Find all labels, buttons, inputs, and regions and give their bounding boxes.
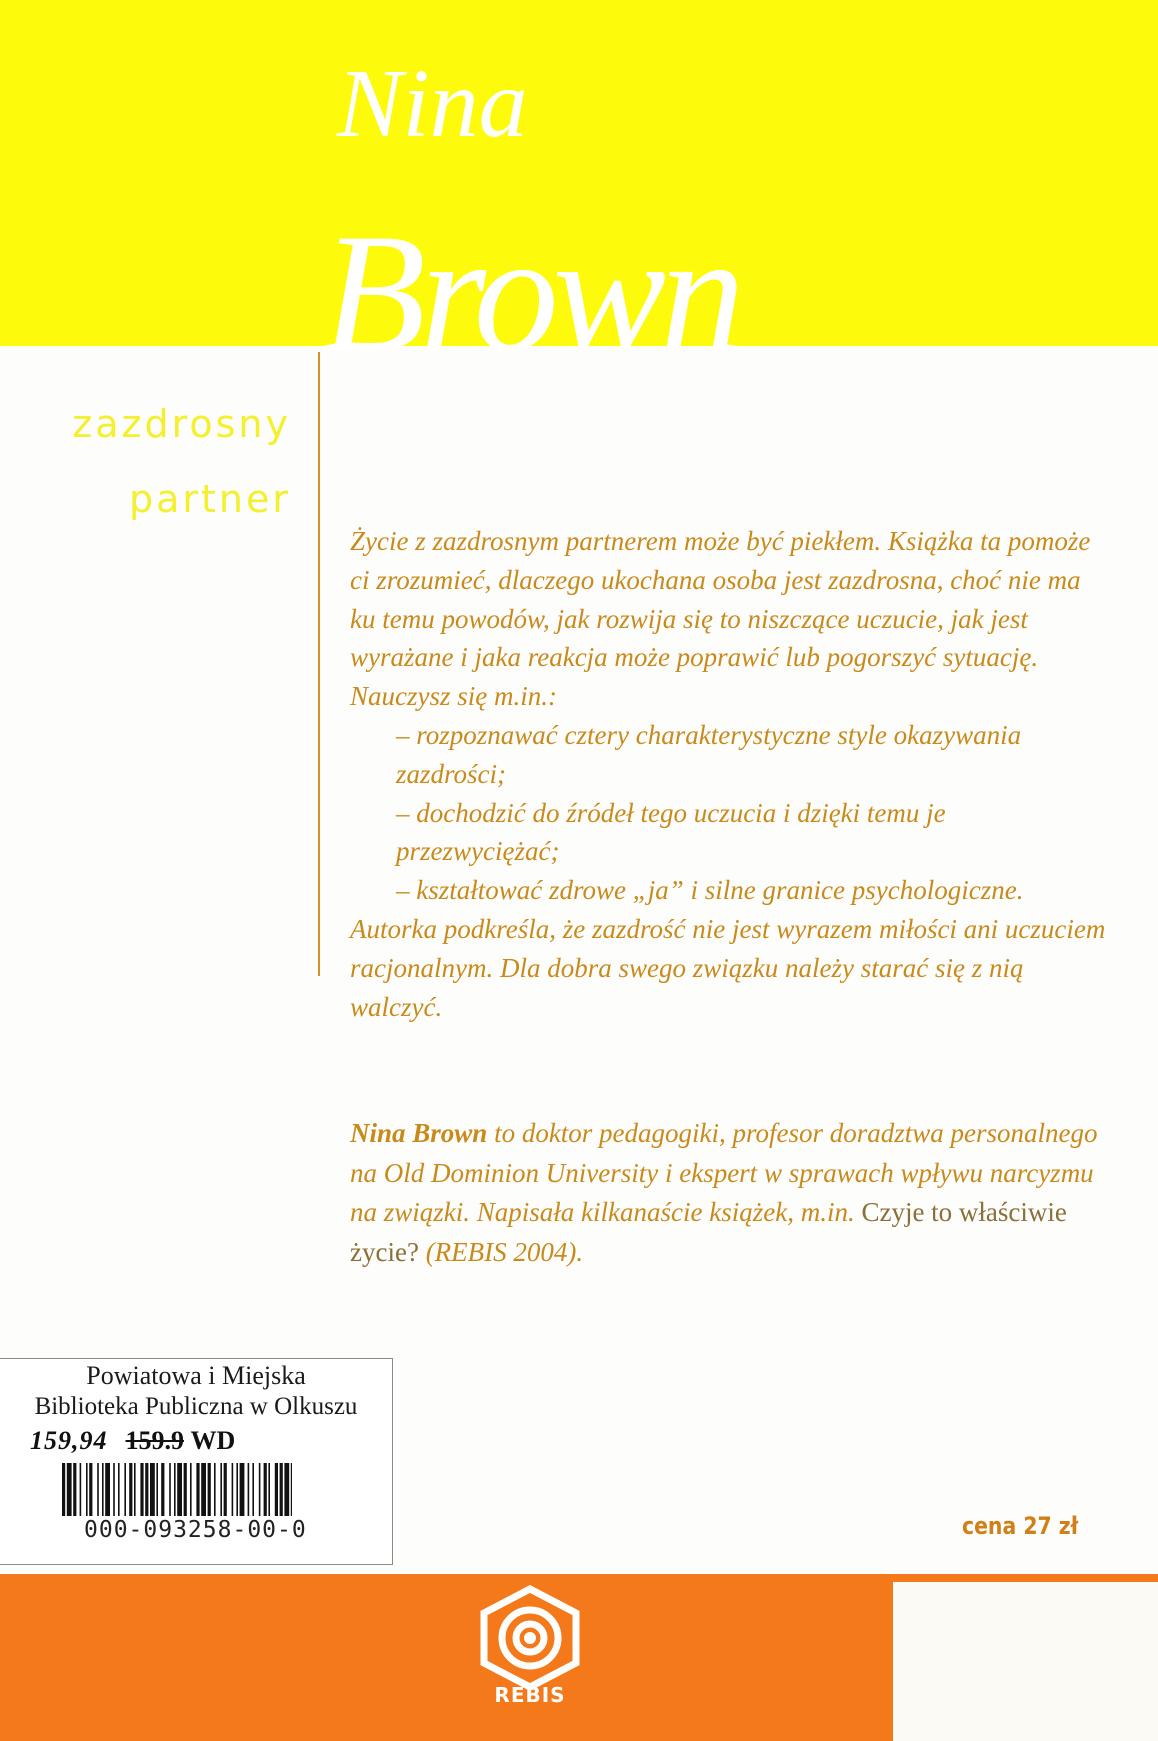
bio-author-name: Nina Brown — [350, 1118, 488, 1148]
blurb-intro: Nauczysz się m.in.: — [350, 681, 557, 712]
author-first-name: Nina — [337, 50, 528, 158]
library-call-number — [30, 1426, 235, 1456]
bio-text: to doktor pedagogiki, profesor doradztwa personalnego na Old Dominion University i ekspert w sprawach wpływu narcyzmu na związki. Napisała kilkanaście książek, m.in. — [350, 1118, 1098, 1228]
blurb-closing: Autorka podkreśla, że zazdrość nie jest wyrazem miłości ani uczuciem racjonalnym. Dla dobra swego związku należy starać się z nią walczyć. — [350, 913, 1106, 1022]
publisher-logo-text: REBIS — [494, 1683, 566, 1707]
blurb-list-item: – dochodzić do źródeł tego uczucia i dzięki temu je przezwyciężać; — [396, 797, 946, 867]
price-sticker-area — [893, 1582, 1158, 1741]
printed-code: 159.9 — [125, 1426, 184, 1455]
library-name-line2: Biblioteka Publiczna w Olkuszu — [34, 1393, 358, 1420]
vertical-divider — [318, 352, 320, 976]
call-number-suffix: WD — [190, 1426, 236, 1455]
blurb-paragraph: Życie z zazdrosnym partnerem może być piekłem. Książka ta pomoże ci zrozumieć, dlaczego ukochana osoba jest zazdrosna, choć nie ma ku temu powodów, jak rozwija się to niszczące uczucie, jak jest wyrażane i jaka reakcja może poprawić lub pogorszyć sytuację. — [350, 526, 1091, 673]
author-last-name: Brown — [322, 199, 740, 387]
library-name-line1: Powiatowa i Miejska — [86, 1361, 306, 1390]
blurb-list-item: – rozpoznawać cztery charakterystyczne style okazywania zazdrości; — [396, 719, 1022, 789]
blurb — [350, 522, 1110, 1026]
bio-book-title: Czyje to właściwie życie? — [350, 1197, 1067, 1267]
book-title-line2: partner — [128, 477, 291, 521]
barcode-number: 000-093258-00-0 — [84, 1517, 307, 1543]
price-label: cena 27 zł — [962, 1512, 1079, 1540]
bio-publisher: (REBIS 2004). — [418, 1236, 584, 1267]
handwritten-code: 159,94 — [30, 1426, 108, 1455]
book-title-line1: zazdrosny — [72, 402, 291, 446]
barcode — [62, 1463, 292, 1516]
author-bio — [350, 1114, 1110, 1272]
library-sticker — [0, 1358, 393, 1565]
blurb-list-item: – kształtować zdrowe „ja” i silne granice psychologiczne. — [396, 875, 1024, 906]
